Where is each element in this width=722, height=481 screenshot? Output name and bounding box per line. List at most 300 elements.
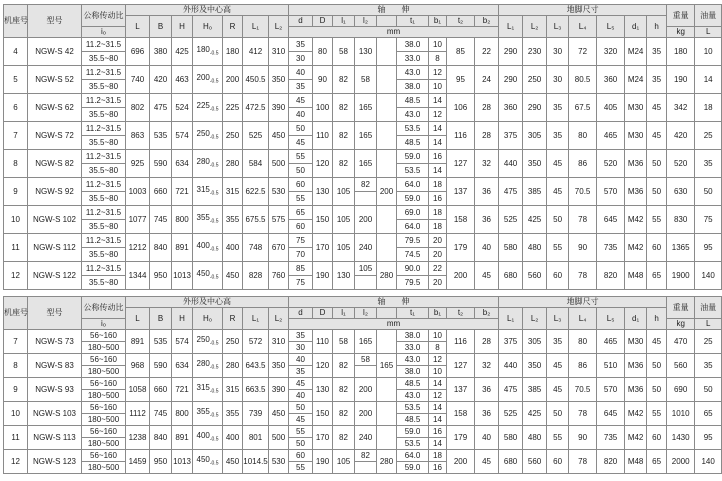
- L1-cell: 412: [243, 38, 269, 66]
- b1-cell: 8: [429, 52, 447, 66]
- L-cell: 863: [126, 122, 150, 150]
- H-cell: 1013: [172, 262, 193, 290]
- foot-cell: 55: [547, 426, 569, 450]
- t2-cell: 137: [447, 178, 475, 206]
- table-row: [4, 66, 722, 80]
- l1-cell: 82: [333, 150, 355, 178]
- unit-mm: mm: [289, 319, 499, 330]
- B-cell: 660: [150, 378, 172, 402]
- b1-cell: 8: [429, 342, 447, 354]
- H-cell: 524: [172, 94, 193, 122]
- t1-cell: 79.5: [397, 234, 429, 248]
- l2b-cell: 165: [377, 354, 397, 378]
- t2-cell: 116: [447, 330, 475, 354]
- oil-cell: 95: [695, 426, 722, 450]
- t1-cell: 43.0: [397, 354, 429, 366]
- table-row: [4, 426, 722, 438]
- b1-cell: 22: [429, 262, 447, 276]
- L2-cell: 575: [269, 206, 289, 234]
- foot-cell: 67.5: [569, 94, 597, 122]
- seat-cell: 8: [4, 354, 28, 378]
- foot-cell: 465: [597, 122, 625, 150]
- h-cell: 45: [647, 122, 667, 150]
- b2-cell: 45: [475, 450, 499, 474]
- l2-cell: 240: [355, 234, 377, 262]
- B-cell: 840: [150, 234, 172, 262]
- ratio-cell: 35.5~80: [82, 276, 126, 290]
- d-cell: 60: [289, 450, 313, 462]
- H-cell: 574: [172, 330, 193, 354]
- table-row: [4, 94, 722, 108]
- d1-cell: M30: [625, 330, 647, 354]
- h-cell: 65: [647, 262, 667, 290]
- t2-cell: 95: [447, 66, 475, 94]
- weight-cell: 1365: [667, 234, 695, 262]
- h-cell: 45: [647, 330, 667, 354]
- ratio-cell: 11.2~31.5: [82, 234, 126, 248]
- l2-cell: [355, 276, 377, 290]
- foot-cell: 305: [523, 122, 547, 150]
- foot-cell: 60: [547, 262, 569, 290]
- L2-cell: 670: [269, 234, 289, 262]
- B-cell: 590: [150, 150, 172, 178]
- col-header: l₁: [333, 16, 355, 27]
- col-header: h: [647, 16, 667, 38]
- R-cell: 250: [223, 122, 243, 150]
- l2-cell: 165: [355, 330, 377, 354]
- spec-table-1: [3, 4, 722, 290]
- weight-cell: 180: [667, 38, 695, 66]
- h-cell: 45: [647, 94, 667, 122]
- l2-cell: [355, 366, 377, 378]
- L2-cell: 450: [269, 402, 289, 426]
- b1-cell: 14: [429, 122, 447, 136]
- foot-cell: 425: [523, 206, 547, 234]
- L1-cell: 572: [243, 330, 269, 354]
- weight-cell: 1900: [667, 262, 695, 290]
- b2-cell: 28: [475, 94, 499, 122]
- l2-cell: 240: [355, 426, 377, 450]
- foot-cell: 350: [523, 354, 547, 378]
- ratio-cell: 180~500: [82, 390, 126, 402]
- h-cell: 65: [647, 450, 667, 474]
- foot-cell: 80.5: [569, 66, 597, 94]
- col-header: b₁: [429, 308, 447, 319]
- t1-cell: 38.0: [397, 366, 429, 378]
- t1-cell: 53.5: [397, 438, 429, 450]
- t2-cell: 116: [447, 122, 475, 150]
- ratio-cell: 35.5~80: [82, 164, 126, 178]
- t1-cell: 48.5: [397, 414, 429, 426]
- L1-cell: 643.5: [243, 354, 269, 378]
- weight-cell: 560: [667, 354, 695, 378]
- ratio-cell: 35.5~80: [82, 136, 126, 150]
- b1-cell: 16: [429, 150, 447, 164]
- H0-cell: $315_{-0.5}$: [193, 178, 223, 206]
- l1-cell: 105: [333, 234, 355, 262]
- ratio-cell: 35.5~80: [82, 52, 126, 66]
- table-row: [4, 206, 722, 220]
- d-cell: 45: [289, 414, 313, 426]
- t1-cell: 43.0: [397, 66, 429, 80]
- b1-cell: 20: [429, 234, 447, 248]
- L-cell: 802: [126, 94, 150, 122]
- L2-cell: 390: [269, 94, 289, 122]
- l2b-cell: 280: [377, 450, 397, 474]
- seat-header: 机座号: [4, 297, 28, 330]
- weight-cell: 1010: [667, 402, 695, 426]
- col-header: h: [647, 308, 667, 330]
- col-header: [377, 16, 397, 27]
- L-cell: 968: [126, 354, 150, 378]
- H0-cell: $450_{-0.5}$: [193, 450, 223, 474]
- d1-cell: M30: [625, 94, 647, 122]
- foot-cell: 72: [569, 38, 597, 66]
- b1-cell: 14: [429, 164, 447, 178]
- ratio-cell: 56~160: [82, 450, 126, 462]
- h-cell: 35: [647, 38, 667, 66]
- L1-cell: 663.5: [243, 378, 269, 402]
- unit-l: L: [695, 27, 722, 38]
- d1-cell: M36: [625, 150, 647, 178]
- d-cell: 75: [289, 234, 313, 248]
- seat-cell: 12: [4, 262, 28, 290]
- b1-cell: 16: [429, 192, 447, 206]
- d-cell: 35: [289, 330, 313, 342]
- foot-cell: 86: [569, 354, 597, 378]
- foot-cell: 290: [523, 94, 547, 122]
- col-header: H: [172, 16, 193, 38]
- model-header: 型号: [28, 297, 82, 330]
- B-cell: 840: [150, 426, 172, 450]
- b2-cell: 22: [475, 38, 499, 66]
- H0-cell: $355_{-0.5}$: [193, 206, 223, 234]
- L1-cell: 450.5: [243, 66, 269, 94]
- t1-cell: 74.5: [397, 248, 429, 262]
- t1-cell: 90.0: [397, 262, 429, 276]
- d-cell: 60: [289, 220, 313, 234]
- col-header: H₀: [193, 16, 223, 38]
- L1-cell: 828: [243, 262, 269, 290]
- d-cell: 75: [289, 276, 313, 290]
- foot-cell: 35: [547, 330, 569, 354]
- d-cell: 35: [289, 366, 313, 378]
- L2-cell: 450: [269, 122, 289, 150]
- foot-cell: 290: [499, 38, 523, 66]
- col-header: L₅: [597, 308, 625, 330]
- t2-cell: 137: [447, 378, 475, 402]
- l1-cell: 82: [333, 426, 355, 450]
- L2-cell: 760: [269, 262, 289, 290]
- col-header: d₁: [625, 16, 647, 38]
- ratio-symbol: i₀: [82, 27, 126, 38]
- b2-cell: 45: [475, 262, 499, 290]
- d-cell: 35: [289, 80, 313, 94]
- d-cell: 40: [289, 66, 313, 80]
- model-header: 型号: [28, 5, 82, 38]
- R-cell: 180: [223, 38, 243, 66]
- L2-cell: 500: [269, 150, 289, 178]
- spec-table-2: [3, 296, 722, 474]
- L2-cell: 530: [269, 450, 289, 474]
- foot-cell: 525: [499, 206, 523, 234]
- d-cell: 35: [289, 38, 313, 52]
- t1-cell: 38.0: [397, 38, 429, 52]
- col-header: L₁: [243, 16, 269, 38]
- d-cell: 50: [289, 164, 313, 178]
- foot-cell: 520: [597, 150, 625, 178]
- H0-cell: $250_{-0.5}$: [193, 122, 223, 150]
- weight-header: 重量: [667, 297, 695, 319]
- oil-cell: 18: [695, 94, 722, 122]
- t1-cell: 79.5: [397, 276, 429, 290]
- H0-cell: $450_{-0.5}$: [193, 262, 223, 290]
- foot-cell: 80: [569, 330, 597, 354]
- R-cell: 250: [223, 330, 243, 354]
- h-cell: 50: [647, 150, 667, 178]
- b1-cell: 12: [429, 390, 447, 402]
- foot-cell: 70.5: [569, 378, 597, 402]
- t1-cell: 64.0: [397, 178, 429, 192]
- foot-cell: 475: [499, 378, 523, 402]
- d1-cell: M30: [625, 122, 647, 150]
- ratio-cell: 180~500: [82, 462, 126, 474]
- foot-cell: 480: [523, 426, 547, 450]
- l2-cell: 58: [355, 66, 377, 94]
- col-header: L: [126, 16, 150, 38]
- col-header: H₀: [193, 308, 223, 330]
- b1-cell: 10: [429, 330, 447, 342]
- oil-cell: 50: [695, 378, 722, 402]
- b1-cell: 10: [429, 366, 447, 378]
- R-cell: 355: [223, 402, 243, 426]
- t2-cell: 127: [447, 354, 475, 378]
- H0-cell: $400_{-0.5}$: [193, 234, 223, 262]
- H0-cell: $315_{-0.5}$: [193, 378, 223, 402]
- H-cell: 800: [172, 206, 193, 234]
- D-cell: 150: [313, 206, 333, 234]
- d1-cell: M48: [625, 450, 647, 474]
- foot-cell: 375: [499, 122, 523, 150]
- t1-cell: 69.0: [397, 206, 429, 220]
- col-header: L₂: [269, 308, 289, 330]
- ratio-header: 公称传动比: [82, 5, 126, 27]
- l1-cell: 82: [333, 66, 355, 94]
- col-header: t₁: [397, 16, 429, 27]
- b1-cell: 14: [429, 438, 447, 450]
- L1-cell: 1014.5: [243, 450, 269, 474]
- l2-cell: 58: [355, 354, 377, 366]
- L1-cell: 525: [243, 122, 269, 150]
- R-cell: 225: [223, 94, 243, 122]
- H0-cell: $280_{-0.5}$: [193, 354, 223, 378]
- blank-cell: [377, 402, 397, 426]
- weight-cell: 630: [667, 178, 695, 206]
- B-cell: 475: [150, 94, 172, 122]
- table-row: [4, 330, 722, 342]
- b1-cell: 18: [429, 450, 447, 462]
- d-cell: 85: [289, 262, 313, 276]
- foot-cell: 385: [523, 378, 547, 402]
- model-cell: NGW-S 73: [28, 330, 82, 354]
- unit-l: L: [695, 319, 722, 330]
- blank-cell: [377, 38, 397, 66]
- H-cell: 800: [172, 402, 193, 426]
- d-cell: 30: [289, 52, 313, 66]
- l1-cell: 105: [333, 206, 355, 234]
- b2-cell: 40: [475, 234, 499, 262]
- foot-cell: 570: [597, 378, 625, 402]
- foot-cell: 375: [499, 330, 523, 354]
- foot-cell: 78: [569, 262, 597, 290]
- d-cell: 55: [289, 192, 313, 206]
- h-cell: 35: [647, 66, 667, 94]
- b1-cell: 16: [429, 426, 447, 438]
- seat-cell: 8: [4, 150, 28, 178]
- blank-cell: [377, 206, 397, 234]
- seat-cell: 10: [4, 206, 28, 234]
- blank-cell: [377, 66, 397, 94]
- table-row: [4, 402, 722, 414]
- L1-cell: 584: [243, 150, 269, 178]
- L-cell: 696: [126, 38, 150, 66]
- l1-cell: 82: [333, 402, 355, 426]
- d-cell: 70: [289, 248, 313, 262]
- R-cell: 315: [223, 178, 243, 206]
- foot-cell: 230: [523, 38, 547, 66]
- foot-cell: 35: [547, 94, 569, 122]
- R-cell: 450: [223, 450, 243, 474]
- foot-cell: 305: [523, 330, 547, 354]
- foot-header: 地脚尺寸: [499, 297, 667, 308]
- table-row: [4, 262, 722, 276]
- foot-cell: 680: [499, 262, 523, 290]
- seat-cell: 11: [4, 234, 28, 262]
- L-cell: 1058: [126, 378, 150, 402]
- b1-cell: 18: [429, 178, 447, 192]
- d1-cell: M42: [625, 402, 647, 426]
- L1-cell: 748: [243, 234, 269, 262]
- t2-cell: 179: [447, 426, 475, 450]
- weight-cell: 520: [667, 150, 695, 178]
- foot-cell: 525: [499, 402, 523, 426]
- foot-cell: 60: [547, 450, 569, 474]
- b2-cell: 36: [475, 378, 499, 402]
- foot-cell: 70.5: [569, 178, 597, 206]
- H0-cell: $280_{-0.5}$: [193, 150, 223, 178]
- D-cell: 150: [313, 402, 333, 426]
- oil-cell: 35: [695, 354, 722, 378]
- model-cell: NGW-S 123: [28, 450, 82, 474]
- foot-cell: 560: [523, 262, 547, 290]
- oil-header: 油量: [695, 5, 722, 27]
- model-cell: NGW-S 62: [28, 94, 82, 122]
- t1-cell: 59.0: [397, 462, 429, 474]
- foot-cell: 480: [523, 234, 547, 262]
- H0-cell: $225_{-0.5}$: [193, 94, 223, 122]
- t1-cell: 59.0: [397, 150, 429, 164]
- seat-cell: 6: [4, 94, 28, 122]
- B-cell: 420: [150, 66, 172, 94]
- table-row: [4, 450, 722, 462]
- model-cell: NGW-S 103: [28, 402, 82, 426]
- weight-header: 重量: [667, 5, 695, 27]
- L-cell: 1212: [126, 234, 150, 262]
- col-header: b₂: [475, 308, 499, 319]
- B-cell: 950: [150, 262, 172, 290]
- b2-cell: 32: [475, 354, 499, 378]
- D-cell: 80: [313, 38, 333, 66]
- t1-cell: 59.0: [397, 192, 429, 206]
- ratio-cell: 11.2~31.5: [82, 122, 126, 136]
- b2-cell: 36: [475, 402, 499, 426]
- h-cell: 60: [647, 426, 667, 450]
- unit-mm: mm: [289, 27, 499, 38]
- ratio-cell: 56~160: [82, 426, 126, 438]
- ratio-cell: 35.5~80: [82, 108, 126, 122]
- ratio-header: 公称传动比: [82, 297, 126, 319]
- blank-cell: [377, 378, 397, 402]
- seat-header: 机座号: [4, 5, 28, 38]
- t1-cell: 64.0: [397, 220, 429, 234]
- col-header: b₂: [475, 16, 499, 27]
- l2-cell: 165: [355, 150, 377, 178]
- col-header: D: [313, 16, 333, 27]
- seat-cell: 9: [4, 178, 28, 206]
- b1-cell: 16: [429, 462, 447, 474]
- foot-cell: 350: [523, 150, 547, 178]
- d1-cell: M42: [625, 234, 647, 262]
- l1-cell: 82: [333, 354, 355, 378]
- weight-cell: 470: [667, 330, 695, 354]
- table-row: [4, 150, 722, 164]
- b2-cell: 28: [475, 122, 499, 150]
- foot-cell: 680: [499, 450, 523, 474]
- weight-cell: 342: [667, 94, 695, 122]
- foot-cell: 290: [499, 66, 523, 94]
- foot-cell: 360: [597, 66, 625, 94]
- oil-cell: 25: [695, 330, 722, 354]
- d-cell: 45: [289, 136, 313, 150]
- blank-cell: [377, 426, 397, 450]
- t2-cell: 200: [447, 262, 475, 290]
- foot-cell: 78: [569, 206, 597, 234]
- ratio-cell: 180~500: [82, 414, 126, 426]
- col-header: L₁: [499, 16, 523, 38]
- ratio-cell: 11.2~31.5: [82, 94, 126, 108]
- b1-cell: 14: [429, 402, 447, 414]
- table-row: [4, 378, 722, 390]
- b2-cell: 28: [475, 330, 499, 354]
- H0-cell: $200_{-0.5}$: [193, 66, 223, 94]
- d-cell: 30: [289, 342, 313, 354]
- foot-cell: 86: [569, 150, 597, 178]
- L1-cell: 675.5: [243, 206, 269, 234]
- R-cell: 400: [223, 426, 243, 450]
- unit-kg: kg: [667, 27, 695, 38]
- L2-cell: 500: [269, 426, 289, 450]
- oil-cell: 25: [695, 122, 722, 150]
- l2-cell: [355, 462, 377, 474]
- shaft-header: 轴 伸: [289, 297, 499, 308]
- foot-cell: 80: [569, 122, 597, 150]
- seat-cell: 7: [4, 122, 28, 150]
- B-cell: 535: [150, 330, 172, 354]
- t1-cell: 48.5: [397, 94, 429, 108]
- L1-cell: 472.5: [243, 94, 269, 122]
- d-cell: 50: [289, 402, 313, 414]
- H-cell: 891: [172, 234, 193, 262]
